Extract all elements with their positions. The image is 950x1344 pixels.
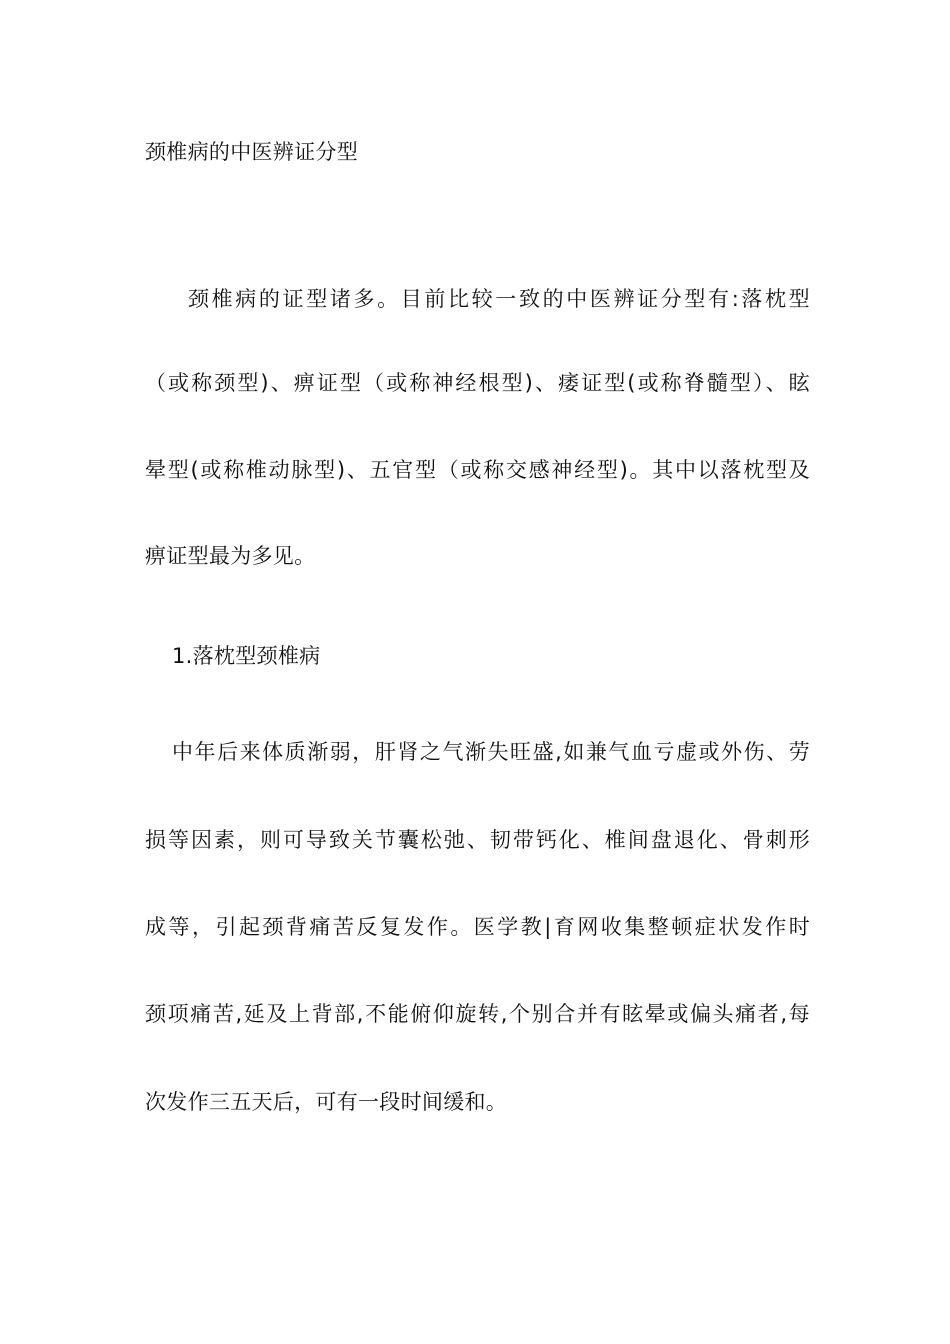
intro-paragraph-line: 晕型(或称椎动脉型)、五官型（或称交感神经型)。其中以落枕型及 bbox=[145, 458, 810, 482]
section-paragraph-line: 颈项痛苦,延及上背部,不能俯仰旋转,个别合并有眩晕或偏头痛者,每 bbox=[145, 1002, 810, 1026]
intro-paragraph-line: 颈椎病的证型诸多。目前比较一致的中医辨证分型有:落枕型 bbox=[188, 287, 810, 311]
section-paragraph-line: 中年后来体质渐弱，肝肾之气渐失旺盛,如兼气血亏虚或外伤、劳 bbox=[172, 740, 810, 764]
section-heading: 1.落枕型颈椎病 bbox=[172, 644, 321, 668]
section-paragraph-line: 损等因素，则可导致关节囊松弛、韧带钙化、椎间盘退化、骨刺形 bbox=[145, 828, 810, 852]
intro-paragraph-line: （或称颈型)、痹证型（或称神经根型)、痿证型(或称脊髓型）、眩 bbox=[145, 371, 810, 395]
document-title: 颈椎病的中医辨证分型 bbox=[145, 140, 358, 164]
section-paragraph-line: 次发作三五天后，可有一段时间缓和。 bbox=[145, 1090, 508, 1114]
section-paragraph-line: 成等，引起颈背痛苦反复发作。医学教|育网收集整顿症状发作时 bbox=[145, 915, 810, 939]
intro-paragraph-line: 痹证型最为多见。 bbox=[145, 544, 316, 568]
